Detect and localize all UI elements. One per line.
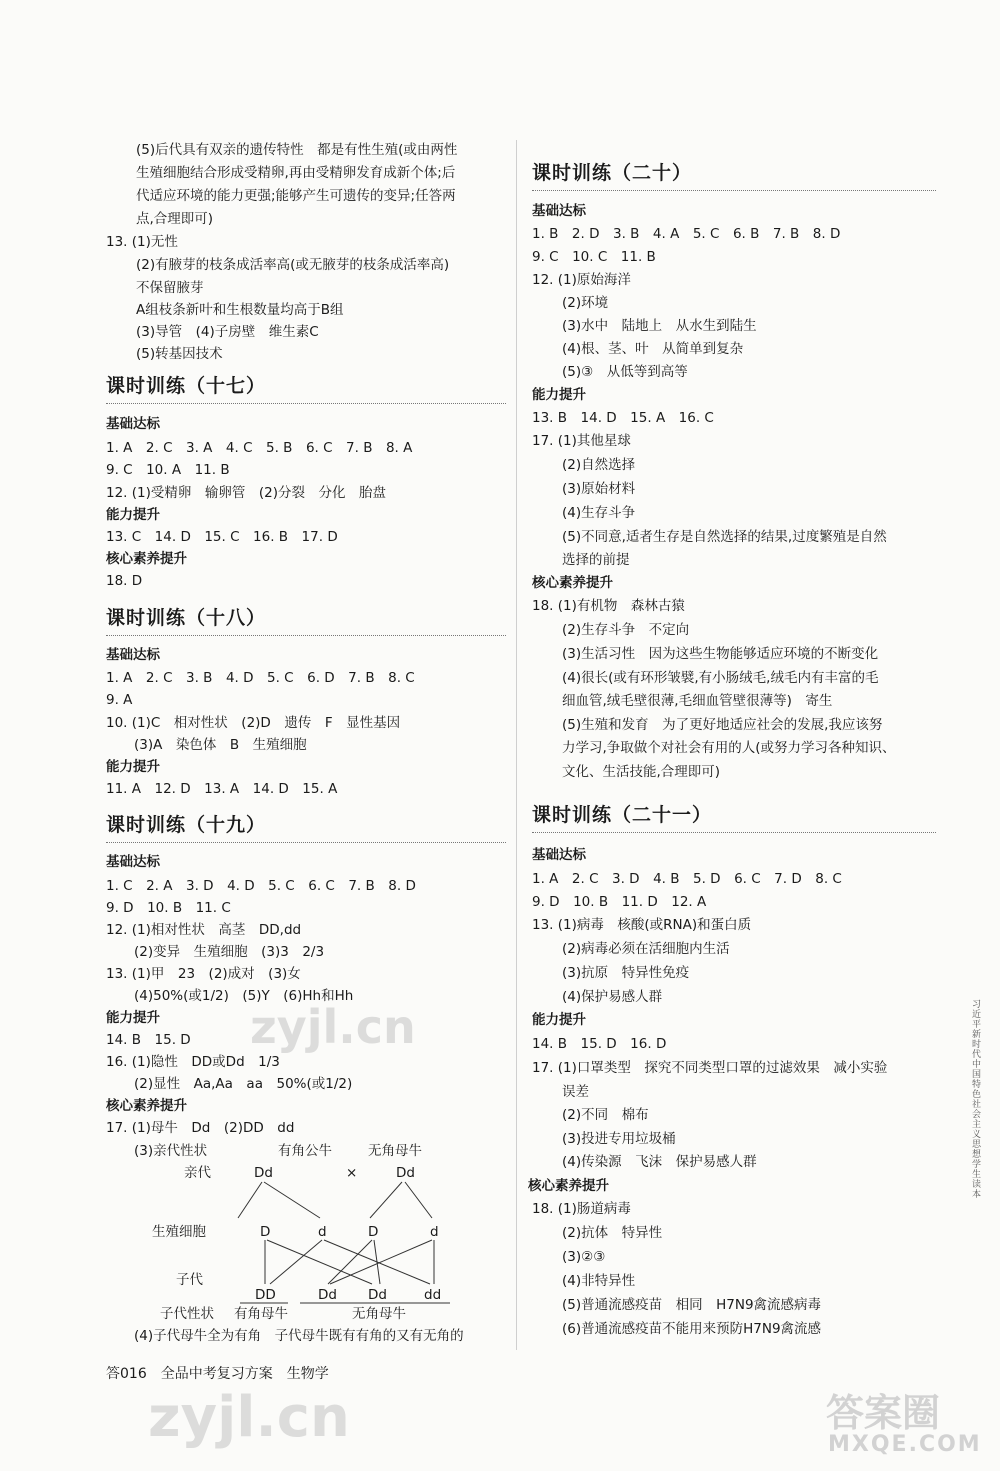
text-line: 9. C 10. A 11. B	[106, 462, 230, 478]
text-line: (2)环境	[562, 295, 609, 311]
text-line: (2)抗体 特异性	[562, 1225, 663, 1241]
text-line: 选择的前提	[562, 552, 630, 568]
offspring-genotype: DD	[255, 1287, 276, 1303]
text-line: 13. C 14. D 15. C 16. B 17. D	[106, 529, 338, 545]
parent-label: 亲代	[184, 1165, 211, 1181]
offspring-genotype: Dd	[368, 1287, 387, 1303]
gamete: D	[368, 1224, 379, 1240]
text-line: 代适应环境的能力更强;能够产生可遗传的变异;任答两	[136, 188, 456, 204]
text-line: (5)生殖和发育 为了更好地适应社会的发展,我应该努	[562, 717, 883, 733]
text-line: (5)转基因技术	[136, 346, 223, 362]
subsection-label: 核心素养提升	[106, 551, 187, 567]
text-line: 10. (1)C 相对性状 (2)D 遗传 F 显性基因	[106, 715, 401, 731]
subsection-label: 核心素养提升	[106, 1098, 187, 1114]
text-line: 12. (1)相对性状 高茎 DD,dd	[106, 922, 302, 938]
text-line: 1. C 2. A 3. D 4. D 5. C 6. C 7. B 8. D	[106, 878, 416, 894]
text-line: 17. (1)其他星球	[532, 433, 631, 449]
text-line: (3)导管 (4)子房壁 维生素C	[136, 324, 319, 340]
text-line: 文化、生活技能,合理即可)	[562, 764, 721, 780]
text-line: (5)不同意,适者生存是自然选择的结果,过度繁殖是自然	[562, 529, 887, 545]
text-line: (2)病毒必须在活细胞内生活	[562, 941, 730, 957]
text-line: (2)有腋芽的枝条成活率高(或无腋芽的枝条成活率高)	[136, 257, 450, 273]
section-title: 课时训练（二十一）	[532, 804, 713, 826]
subsection-label: 核心素养提升	[532, 575, 613, 591]
subsection-label: 基础达标	[532, 847, 586, 863]
subsection-label: 基础达标	[106, 647, 160, 663]
text-line: 12. (1)原始海洋	[532, 272, 631, 288]
text-line: 11. A 12. D 13. A 14. D 15. A	[106, 781, 338, 797]
cross-line	[370, 1182, 402, 1218]
text-line: (5)普通流感疫苗 相同 H7N9禽流感病毒	[562, 1297, 822, 1313]
section-rule	[532, 832, 936, 833]
text-line: (4)根、茎、叶 从简单到复杂	[562, 341, 744, 357]
text-line: (4)非特异性	[562, 1273, 636, 1289]
cross-line	[238, 1182, 262, 1218]
subsection-label: 能力提升	[532, 387, 586, 403]
text-line: (2)变异 生殖细胞 (3)3 2/3	[134, 944, 325, 960]
subsection-label: 能力提升	[106, 759, 160, 775]
gamete: d	[430, 1224, 439, 1240]
text-line: 9. D 10. B 11. D 12. A	[532, 894, 707, 910]
text-line: (3)水中 陆地上 从水生到陆生	[562, 318, 757, 334]
text-line: 1. B 2. D 3. B 4. A 5. C 6. B 7. B 8. D	[532, 226, 841, 242]
subsection-label: 核心素养提升	[528, 1178, 609, 1194]
watermark-bottom: zyjl.cn	[148, 1385, 350, 1450]
text-line: 16. (1)隐性 DD或Dd 1/3	[106, 1054, 280, 1070]
text-line: 13. (1)甲 23 (2)成对 (3)女	[106, 966, 301, 982]
side-margin-text: 习近平新时代中国特色社会主义思想学生读本	[972, 1000, 982, 1200]
text-line: 14. B 15. D	[106, 1032, 191, 1048]
text-line: (3)生活习性 因为这些生物能够适应环境的不断变化	[562, 646, 879, 662]
text-line: 14. B 15. D 16. D	[532, 1036, 667, 1052]
text-line: 1. A 2. C 3. D 4. B 5. D 6. C 7. D 8. C	[532, 871, 842, 887]
gamete: D	[260, 1224, 271, 1240]
gamete-label: 生殖细胞	[152, 1224, 206, 1240]
text-line: 17. (1)母牛 Dd (2)DD dd	[106, 1120, 295, 1136]
watermark-mid: zyjl.cn	[250, 1000, 416, 1054]
text-line: (2)生存斗争 不定向	[562, 622, 690, 638]
mother-trait: 无角母牛	[368, 1143, 422, 1159]
text-line: (2)自然选择	[562, 457, 636, 473]
watermark-logo-url: MXQE.COM	[828, 1432, 982, 1457]
text-line: 9. D 10. B 11. C	[106, 900, 231, 916]
subsection-label: 能力提升	[106, 1010, 160, 1026]
text-line: 1. A 2. C 3. B 4. D 5. C 6. D 7. B 8. C	[106, 670, 415, 686]
text-line: (3)②③	[562, 1249, 606, 1265]
text-line: 不保留腋芽	[136, 280, 204, 296]
text-line: (2)显性 Aa,Aa aa 50%(或1/2)	[134, 1076, 353, 1092]
text-line: 9. A	[106, 692, 133, 708]
column-divider	[516, 140, 517, 1350]
text-line: 18. (1)肠道病毒	[532, 1201, 631, 1217]
cross-line	[330, 1240, 432, 1284]
text-line: (4)50%(或1/2) (5)Y (6)Hh和Hh	[134, 988, 354, 1004]
text-line: 13. (1)病毒 核酸(或RNA)和蛋白质	[532, 917, 752, 933]
cross-sign: ×	[346, 1165, 358, 1181]
text-line: 17. (1)口罩类型 探究不同类型口罩的过滤效果 减小实验	[532, 1060, 888, 1076]
text-line: (3)抗原 特异性免疫	[562, 965, 690, 981]
cross-line	[374, 1240, 380, 1284]
offspring-label: 子代	[176, 1272, 203, 1288]
offspring-trait: 无角母牛	[352, 1306, 406, 1322]
offspring-genotype: dd	[424, 1287, 442, 1303]
subsection-label: 基础达标	[106, 854, 160, 870]
offspring-trait-label: 子代性状	[160, 1306, 214, 1322]
text-line: 误差	[562, 1084, 589, 1100]
text-line: 13. B 14. D 15. A 16. C	[532, 410, 714, 426]
text-line: 18. D	[106, 573, 143, 589]
parent-genotype: Dd	[396, 1165, 415, 1181]
gamete: d	[318, 1224, 327, 1240]
section-title: 课时训练（十七）	[106, 375, 267, 397]
text-line: (2)不同 棉布	[562, 1107, 649, 1123]
text-line: (6)普通流感疫苗不能用来预防H7N9禽流感	[562, 1321, 822, 1337]
cross-line	[264, 1182, 320, 1218]
section-title: 课时训练（十八）	[106, 607, 267, 629]
text-line: 13. (1)无性	[106, 234, 178, 250]
father-trait: 有角公牛	[278, 1143, 332, 1159]
text-line: 点,合理即可)	[136, 211, 214, 227]
text-line: (5)③ 从低等到高等	[562, 364, 688, 380]
cross-line	[328, 1240, 372, 1284]
parent-genotype: Dd	[254, 1165, 273, 1181]
text-line: 细血管,绒毛壁很薄,毛细血管壁很薄等) 寄生	[562, 693, 833, 709]
text-line: 18. (1)有机物 森林古猿	[532, 598, 685, 614]
text-line: 1. A 2. C 3. A 4. C 5. B 6. C 7. B 8. A	[106, 440, 413, 456]
subsection-label: 能力提升	[106, 507, 160, 523]
text-line: (3)原始材料	[562, 481, 636, 497]
subsection-label: 能力提升	[532, 1012, 586, 1028]
offspring-trait: 有角母牛	[234, 1306, 288, 1322]
page-footer: 答016 全品中考复习方案 生物学	[106, 1366, 329, 1382]
text-line: 9. C 10. C 11. B	[532, 249, 656, 265]
text-line: (4)保护易感人群	[562, 989, 663, 1005]
offspring-genotype: Dd	[318, 1287, 337, 1303]
text-line: (3)投进专用垃圾桶	[562, 1131, 676, 1147]
cross-line	[267, 1240, 372, 1284]
section-title: 课时训练（二十）	[532, 162, 693, 184]
subsection-label: 基础达标	[106, 416, 160, 432]
text-line: 力学习,争取做个对社会有用的人(或努力学习各种知识、	[562, 740, 896, 756]
text-line: (4)传染源 飞沫 保护易感人群	[562, 1154, 757, 1170]
text-line: (3)A 染色体 B 生殖细胞	[134, 737, 307, 753]
cross-q3-label: (3)亲代性状	[134, 1143, 208, 1159]
text-line: 12. (1)受精卵 输卵管 (2)分裂 分化 胎盘	[106, 485, 387, 501]
section-rule	[532, 190, 936, 191]
watermark-logo	[818, 1382, 982, 1462]
text-line: A组枝条新叶和生根数量均高于B组	[136, 302, 344, 318]
cross-line	[405, 1182, 432, 1218]
text-line: (5)后代具有双亲的遗传特性 都是有性生殖(或由两性	[136, 142, 458, 158]
text-line: (4)生存斗争	[562, 505, 636, 521]
text-line: 生殖细胞结合形成受精卵,再由受精卵发育成新个体;后	[136, 165, 456, 181]
section-title: 课时训练（十九）	[106, 814, 267, 836]
cross-line	[270, 1240, 322, 1284]
subsection-label: 基础达标	[532, 203, 586, 219]
text-line: (4)子代母牛全为有角 子代母牛既有有角的又有无角的	[134, 1328, 464, 1344]
text-line: (4)很长(或有环形皱襞,有小肠绒毛,绒毛内有丰富的毛	[562, 670, 879, 686]
watermark-logo-text: 答案圈	[826, 1391, 941, 1435]
